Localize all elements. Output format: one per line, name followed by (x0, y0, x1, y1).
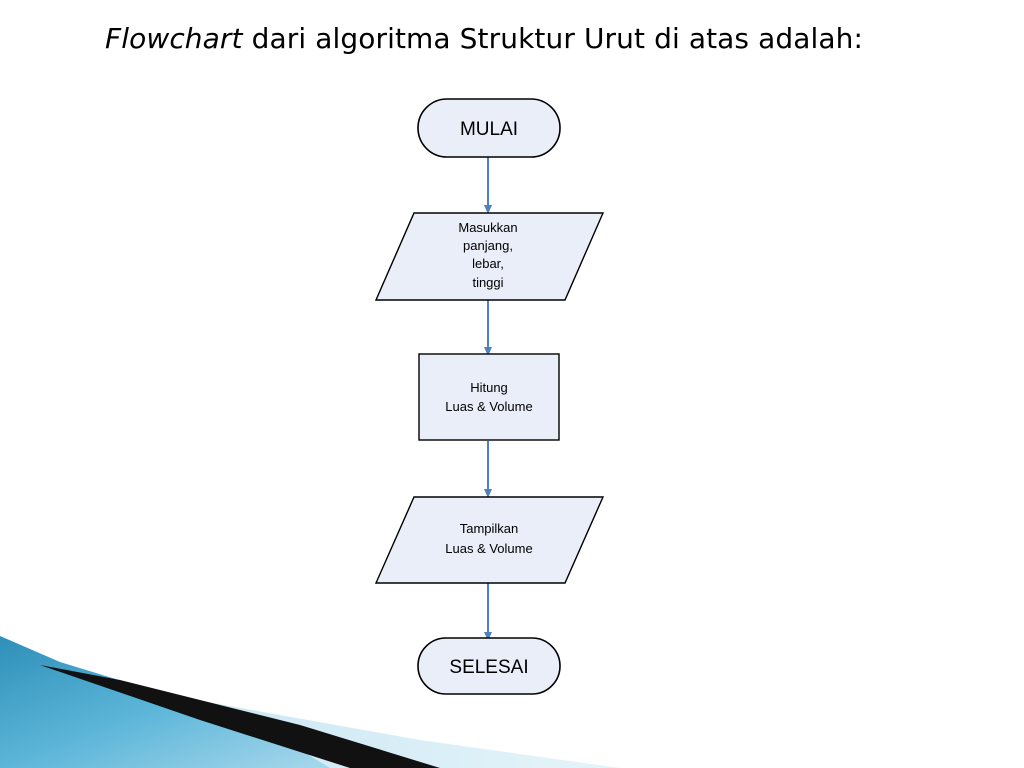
process-rectangle-shape (419, 354, 559, 440)
input-line-2: panjang, (463, 238, 513, 253)
process-line-2: Luas & Volume (445, 399, 533, 414)
input-line-4: tinggi (472, 275, 504, 290)
end-node (418, 638, 560, 694)
input-line-1: Masukkan (458, 220, 518, 235)
output-parallelogram-shape (376, 497, 603, 583)
output-node (376, 497, 603, 583)
input-line-3: lebar, (472, 256, 504, 271)
process-line-1: Hitung (470, 380, 508, 395)
end-label: SELESAI (449, 657, 529, 678)
start-label: MULAI (459, 119, 519, 140)
start-node (418, 99, 560, 157)
slide-title-italic: Flowchart (105, 22, 243, 55)
input-node (376, 213, 603, 300)
output-line-2: Luas & Volume (445, 541, 533, 556)
output-line-1: Tampilkan (459, 521, 519, 536)
slide-title-rest: dari algoritma Struktur Urut di atas adalah: (242, 22, 864, 55)
process-node (419, 354, 559, 440)
